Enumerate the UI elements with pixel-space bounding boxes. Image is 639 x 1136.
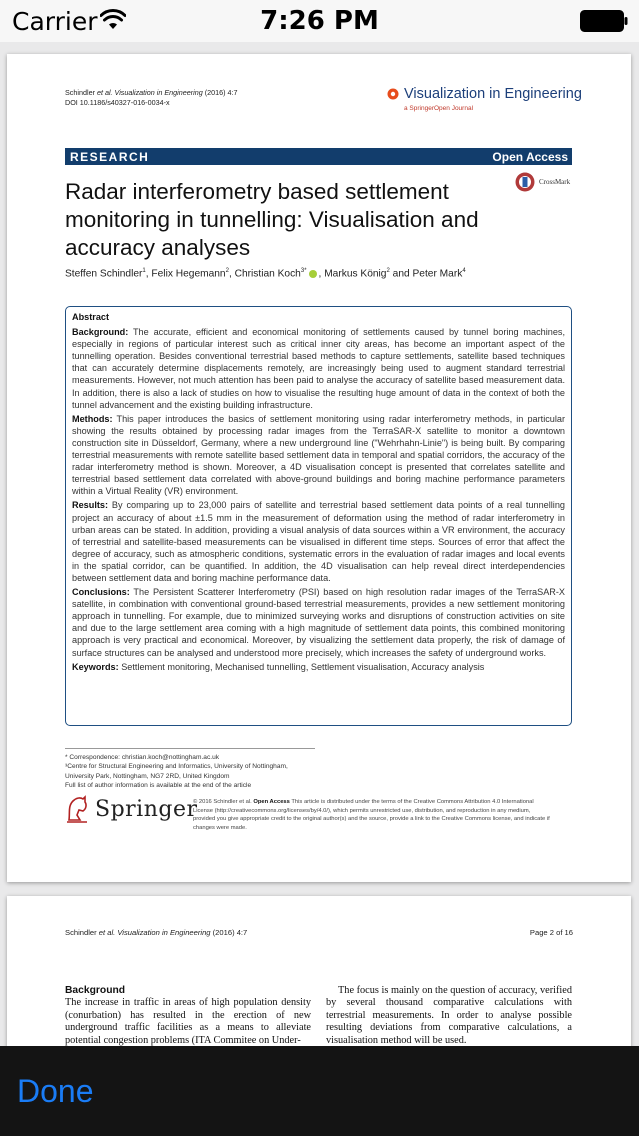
crossmark-label: CrossMark [539, 178, 571, 186]
abstract-conclusions: Conclusions: The Persistent Scatterer Interferometry (PSI) based on high resolution radar images of the TerraSAR-X satellite, in combination with conventional ground-based terrestrial measurements, provides a new settlement monitoring approach in tunnelling. For example, due to minimized surveying works and disruptions of construction activities on site and due to the large settlement area coming with a high magnitude of settlement data points, this combined monitoring approach is very practical and economical. Moreover, by visualizing the settlement data properly, the risk of damage of surface structures can be analysed and understood more precisely, which increases the safety of underground works. [72, 587, 565, 658]
pdf-page-2[interactable] [7, 896, 631, 1056]
crossmark-icon [515, 172, 535, 192]
journal-subtitle: a SpringerOpen Journal [404, 105, 474, 112]
status-bar [0, 0, 639, 42]
open-access-label: Open Access [492, 150, 568, 164]
abstract-keywords: Keywords: Settlement monitoring, Mechanised tunnelling, Settlement visualisation, Accuracy analysis [72, 661, 485, 672]
journal-swirl-icon [387, 88, 399, 100]
carrier-label: Carrier [12, 7, 98, 36]
page2-header: Schindler et al. Visualization in Engineering (2016) 4:7 [65, 928, 248, 937]
done-button[interactable]: Done [17, 1073, 94, 1109]
orcid-icon [309, 270, 317, 278]
pdf-page-1[interactable] [7, 54, 631, 882]
abstract-box [65, 306, 572, 726]
section-heading: Background [65, 985, 126, 996]
battery-icon [580, 10, 628, 32]
abstract-methods: Methods: This paper introduces the basics of settlement monitoring using radar interferometry methods, in particular showing the results obtained by processing radar images from the TerraSAR-X satellite to monitor a downtown construction site in Düsseldorf, Germany, where a new underground line ("Wehrhahn-Linie") is being built. By comparing terrestrial measurements with remote satellite based settlement data in temporal and spatial corridors, the accuracy of the radar interferometry method is shown. Moreover, a 4D visualisation concept is presented that correlates satellite and terrestrial based settlement data correlated with above-ground buildings and boring machine performance parameters within a Virtual Reality (VR) environment. [72, 413, 565, 497]
status-time: 7:26 PM [260, 6, 379, 36]
right-column [326, 985, 572, 1047]
abstract-background: Background: The accurate, efficient and economical monitoring of settlements caused by tunnel boring machines, especially in regions of particular interest such as critical inner city areas, has become an important aspect of the tunnelling operation. Besides conventional terrestrial based methods to capture settlements, satellite based techniques that can accurately determine displacements remotely, are increasingly being used to augment standard terrestrial measurements. However, not much attention has been paid to analyse the accuracy of satellite based measurement data. In addition, there is also a lack of studies on how to visualise the resulting huge amount of data in the context of both the tunnel advancement and the existing building infrastructure. [72, 327, 565, 410]
license-text: © 2016 Schindler et al. Open Access This article is distributed under the terms of the Creative Commons Attribution 4.0 International License (http://creativecommons.org/licenses/by/4.0/), which permits unrestricted use, distribution, and reproduction in any medium, provided you give appropriate credit to the original author(s) and the source, provide a link to the Creative Commons license, and indicate if changes were made. [193, 799, 550, 831]
right-column-text: The focus is mainly on the question of accuracy, verified by several thousand comparative calculations with terrestrial measurements. In order to analyse possible resulting deviations from comparative calculations, a visualisation method will be used. [326, 985, 572, 1046]
journal-title: Visualization in Engineering [404, 86, 582, 102]
abstract-results: Results: By comparing up to 23,000 pairs of satellite and terrestrial based settlement data points of a real tunnelling project an accuracy of about ±1.5 mm in the measurement of deformation using the method of radar interferometry in urban areas can be stated. In addition, providing a visual analysis of data sources within a VR environment, the accuracy of terrestrial and satellite-based measurements can be visualised in different time steps. Sources of error that affect the degree of accuracy, such as atmospheric conditions, systematic errors in the evaluation of radar images and local events in the spatial corridor, can be quantified. In addition, the 4D visualisation can help reveal direct interdependencies between settlement data and boring machine performance data. [72, 500, 565, 583]
article-title: Radar interferometry based settlement monitoring in tunnelling: Visualisation and accuracy analyses [65, 179, 479, 260]
article-header: Schindler et al. Visualization in Engineering (2016) 4:7 DOI 10.1186/s40327-016-0034-x [65, 88, 238, 107]
footnotes: * Correspondence: christian.koch@nottingham.ac.uk ³Centre for Structural Engineering and Informatics, University of Nottingham, University Park, Nottingham, NG7 2RD, United Kingdom Full list of author information is available at the end of the article [65, 748, 315, 790]
research-label: RESEARCH [70, 150, 150, 164]
left-column-text: The increase in traffic in areas of high population density (conurbation) has resulted in the erection of new underground traffic facilities as a means to alleviate potential congestion problems (ITA Commitee on Under- [65, 997, 311, 1046]
abstract-heading: Abstract [72, 312, 110, 322]
research-banner [65, 148, 572, 165]
left-column [65, 985, 311, 1047]
springer-horse-icon [65, 794, 89, 824]
springer-wordmark: Springer [95, 797, 198, 822]
author-list: Steffen Schindler$^1$, Felix Hegemann$^2$, Christian Koch$^{3*}$ , Markus König$^2$ and Peter Mark$^4$ [65, 268, 466, 280]
bottom-toolbar [0, 1046, 639, 1136]
page-number: Page 2 of 16 [529, 928, 573, 937]
